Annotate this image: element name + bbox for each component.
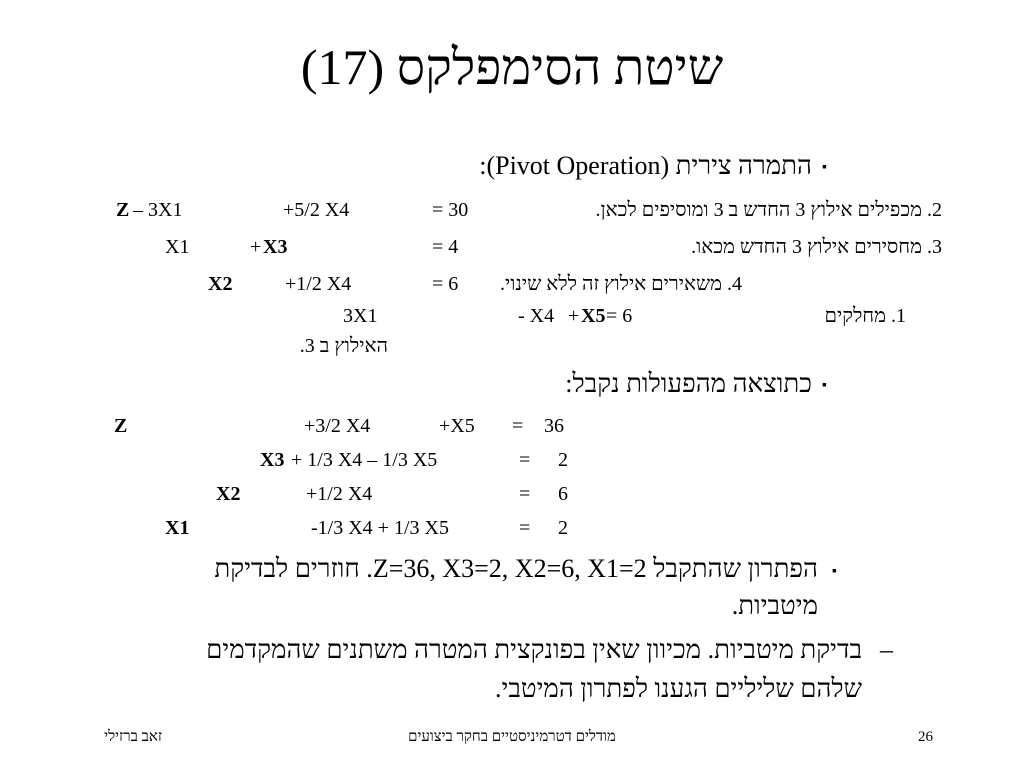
optimality-line-1: בדיקת מיטביות. מכיוון שאין בפונקצית המטרה משתנים שהמקדמים <box>206 635 862 664</box>
eq-rhs: = 4 <box>432 236 459 258</box>
result-row <box>0 414 1024 438</box>
result-var: Z <box>114 415 128 437</box>
result-rhs: 36 <box>544 415 564 437</box>
footer-author: זאב ברזילי <box>104 729 162 745</box>
step-row-3 <box>0 272 1024 296</box>
result-row <box>0 482 1024 506</box>
result-var: X2 <box>216 483 241 505</box>
solution-line-2: מיטביות. <box>731 591 818 620</box>
result-terms: -1/3 X4 + 1/3 X5 <box>311 517 449 539</box>
step-label: 4. משאירים אילוץ זה ללא שינוי. <box>499 273 742 295</box>
result-eq: = <box>512 415 524 437</box>
result-row <box>0 516 1024 540</box>
eq-term: + <box>250 236 262 258</box>
section1-heading: התמרה צירית (Pivot Operation): <box>479 151 812 180</box>
section2-heading: כתוצאה מהפעולות נקבל: <box>565 369 812 398</box>
result-rhs: 6 <box>558 483 568 505</box>
result-terms: +1/2 X4 <box>306 483 373 505</box>
result-rhs: 2 <box>558 449 568 471</box>
eq-term: + <box>568 305 580 327</box>
result-extra: +X5 <box>439 415 475 437</box>
step-label-tail: האילוץ ב 3. <box>299 335 388 357</box>
bullet-2: ▪ <box>822 378 827 393</box>
eq-term: +1/2 X4 <box>285 273 352 295</box>
step-row-2 <box>0 235 1024 259</box>
dash-bullet: – <box>880 635 893 664</box>
result-terms: + 1/3 X4 – 1/3 X5 <box>291 449 438 471</box>
result-terms: +3/2 X4 <box>304 415 371 437</box>
result-row <box>0 448 1024 472</box>
step-row-1 <box>0 198 1024 222</box>
result-rhs: 2 <box>558 517 568 539</box>
result-eq: = <box>519 517 531 539</box>
optimality-line-2: שלהם שליליים הגענו לפתרון המיטבי. <box>495 674 862 703</box>
result-eq: = <box>519 449 531 471</box>
eq-rhs: = 6 <box>606 305 633 327</box>
bullet-3: ▪ <box>832 564 837 579</box>
step-label: 1. מחלקים <box>824 305 906 327</box>
eq-var: X3 <box>263 236 288 258</box>
page-number: 26 <box>918 729 933 745</box>
result-var: X1 <box>165 517 190 539</box>
step-row-4 <box>0 304 1024 360</box>
slide-title: שיטת הסימפלקס (17) <box>300 39 724 95</box>
eq-var: X2 <box>208 273 233 295</box>
eq-rhs: = 6 <box>432 273 459 295</box>
result-var: X3 <box>260 449 285 471</box>
eq-term: +5/2 X4 <box>283 199 350 221</box>
eq-var: X1 <box>165 236 190 258</box>
footer-course: מודלים דטרמיניסטיים בחקר ביצועים <box>408 729 616 745</box>
eq-rhs: = 30 <box>432 199 469 221</box>
step-label: 2. מכפילים אילוץ 3 החדש ב 3 ומוסיפים לכאן. <box>595 199 942 221</box>
eq-term: - X4 <box>518 305 555 327</box>
eq-var: X5 <box>581 305 606 327</box>
step-label: 3. מחסירים אילוץ 3 החדש מכאו. <box>691 236 942 258</box>
eq-term: 3X1 <box>343 305 378 327</box>
eq-var: Z <box>116 199 130 221</box>
result-eq: = <box>519 483 531 505</box>
eq-term: – 3X1 <box>133 199 183 221</box>
bullet-1: ▪ <box>822 160 827 175</box>
solution-line-1: הפתרון שהתקבל Z=36, X3=2, X2=6, X1=2. חוזרים לבדיקת <box>214 554 818 583</box>
